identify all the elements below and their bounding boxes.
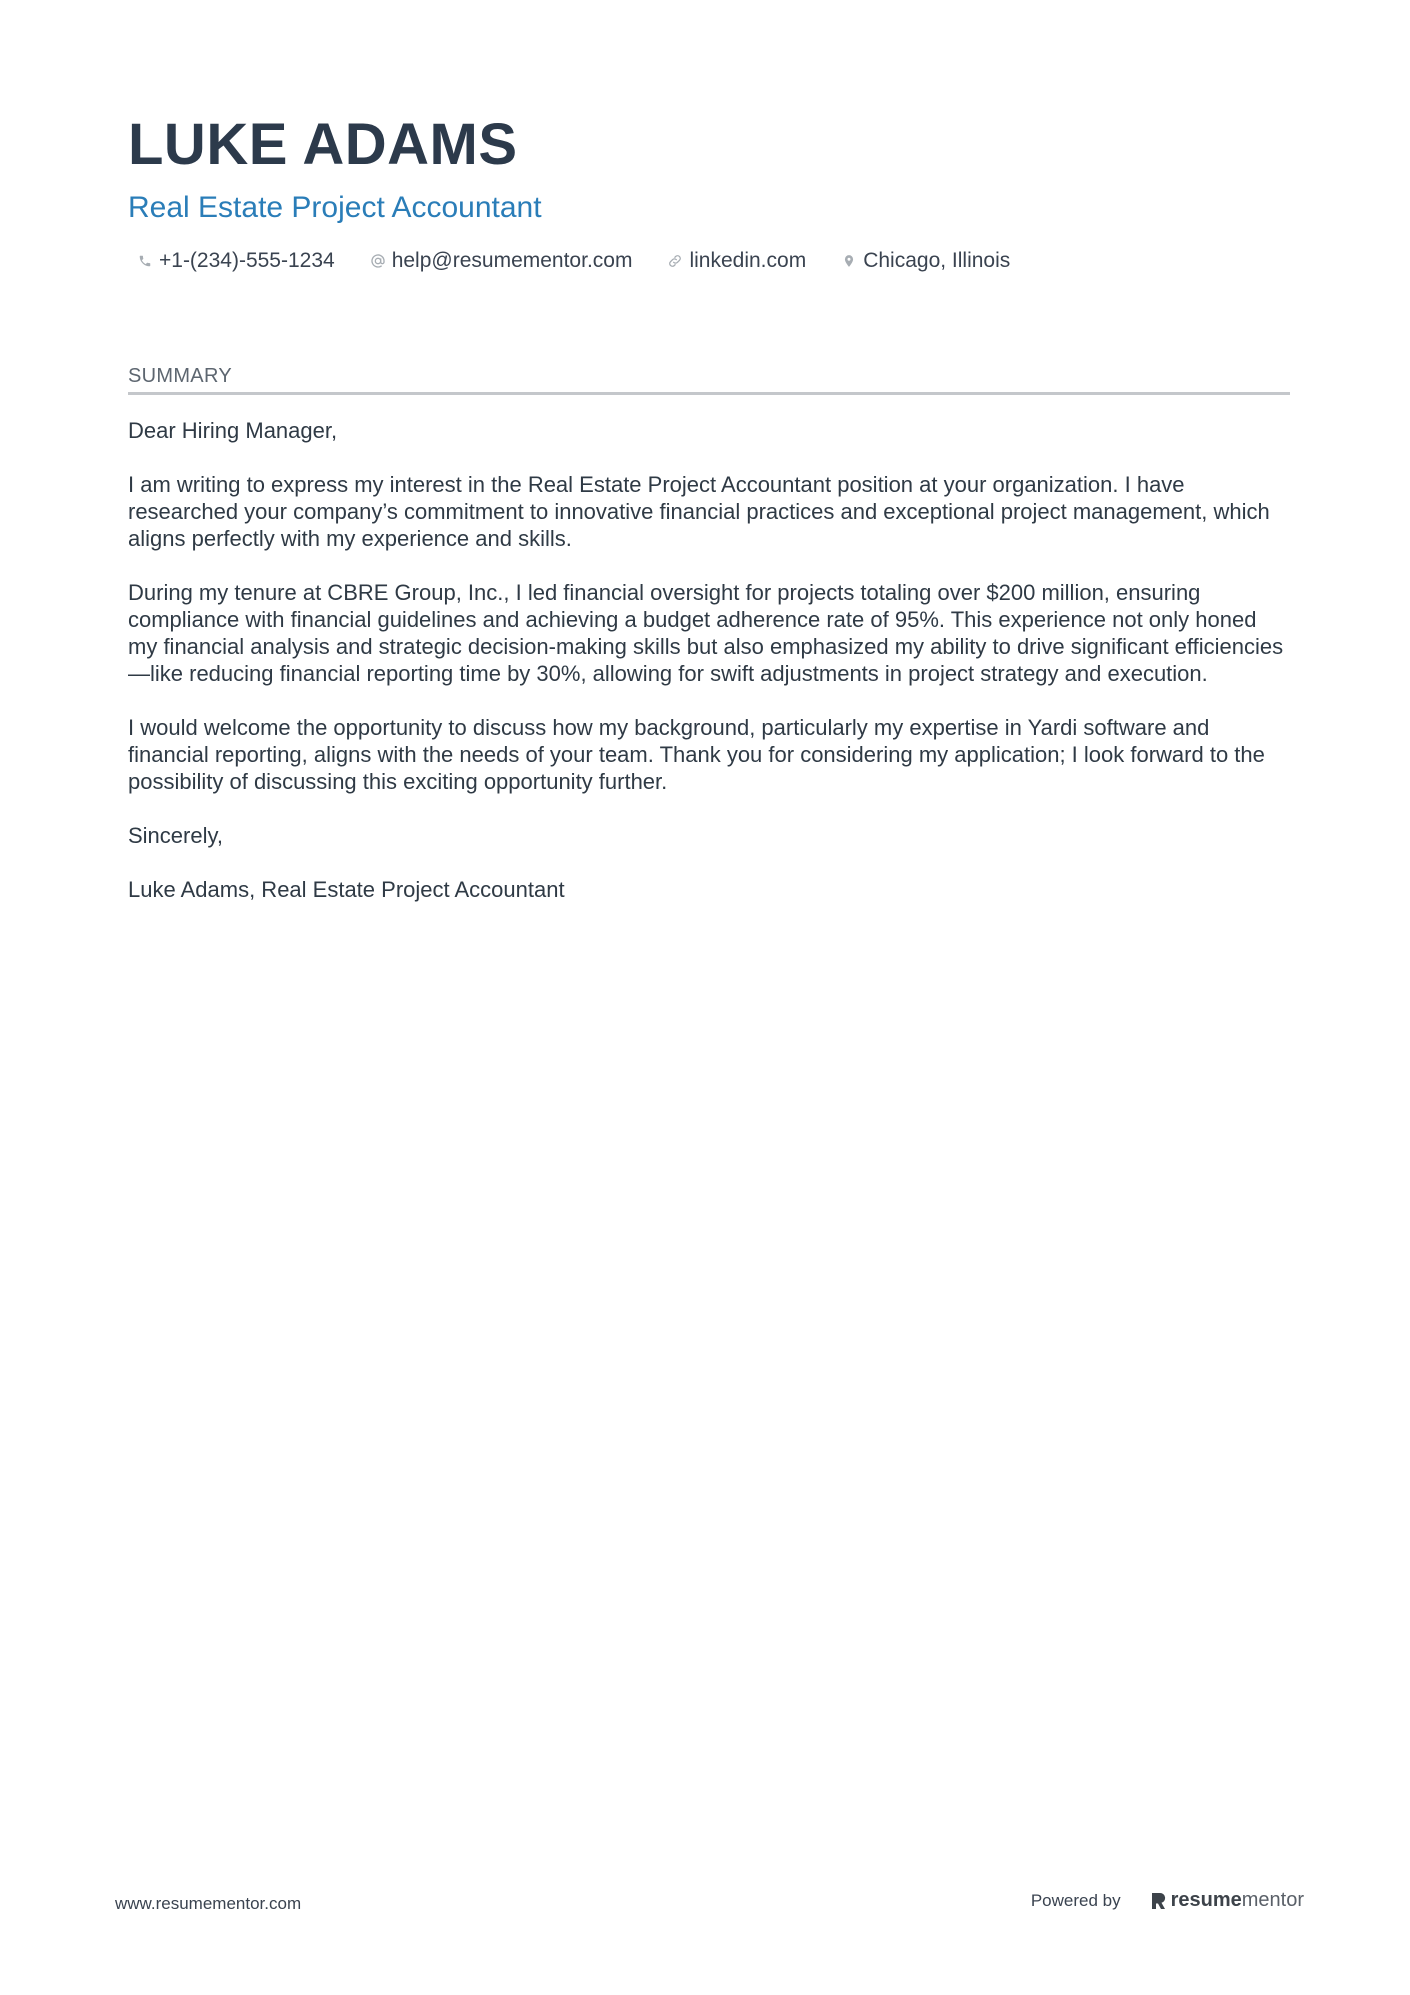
location-text: Chicago, Illinois: [863, 249, 1011, 272]
candidate-name: LUKE ADAMS: [128, 112, 518, 177]
location-pin-icon: [840, 252, 858, 270]
letter-paragraph: I am writing to express my interest in the Real Estate Project Accountant position at your organization. I have researched your company’s commitment to innovative financial practices and exceptional project management, which aligns perfectly with my experience and skills.: [128, 472, 1270, 551]
letter-closing: Sincerely,: [128, 823, 223, 848]
resumementor-logo-icon: [1151, 1891, 1167, 1911]
contact-bar: [128, 246, 1290, 276]
letter-signature: Luke Adams, Real Estate Project Accountant: [128, 877, 565, 902]
contact-phone: [128, 249, 335, 273]
section-title-summary: SUMMARY: [128, 362, 1290, 395]
powered-by-label: Powered by: [1030, 1890, 1121, 1910]
contact-location: [832, 249, 1010, 273]
phone-number: +1-(234)-555-1234: [159, 249, 335, 272]
brand-logo[interactable]: [1151, 1889, 1304, 1912]
brand-name-light: mentor: [1241, 1889, 1304, 1911]
phone-icon: [136, 252, 154, 270]
at-icon: [369, 252, 387, 270]
brand-name-bold: resume: [1170, 1889, 1242, 1911]
job-title: Real Estate Project Accountant: [128, 191, 542, 224]
letter-paragraph: I would welcome the opportunity to discuss how my background, particularly my expertise in Yardi software and financial reporting, aligns with the needs of your team. Thank you for considering my application; I look forward to the possibility of discussing this exciting opportunity further.: [128, 715, 1265, 794]
email-address: help@resumementor.com: [391, 249, 633, 272]
link-icon: [666, 252, 684, 270]
footer-website[interactable]: www.resumementor.com: [115, 1894, 302, 1913]
linkedin-url: linkedin.com: [689, 249, 807, 272]
letter-greeting: Dear Hiring Manager,: [128, 418, 338, 443]
contact-email: [361, 249, 633, 273]
cover-letter-page: [128, 110, 1290, 930]
footer-branding: [1031, 1889, 1304, 1912]
letter-paragraph: During my tenure at CBRE Group, Inc., I led financial oversight for projects totaling over $200 million, ensuring compliance with financial guidelines and achieving a budget adherence rate of 95%. This experience not only honed my financial analysis and strategic decision-making skills but also emphasized my ability to drive significant efficiencies—like reducing financial reporting time by 30%, allowing for swift adjustments in project strategy and execution.: [128, 580, 1284, 686]
contact-linkedin: [658, 249, 806, 273]
letter-body: [128, 417, 1290, 903]
